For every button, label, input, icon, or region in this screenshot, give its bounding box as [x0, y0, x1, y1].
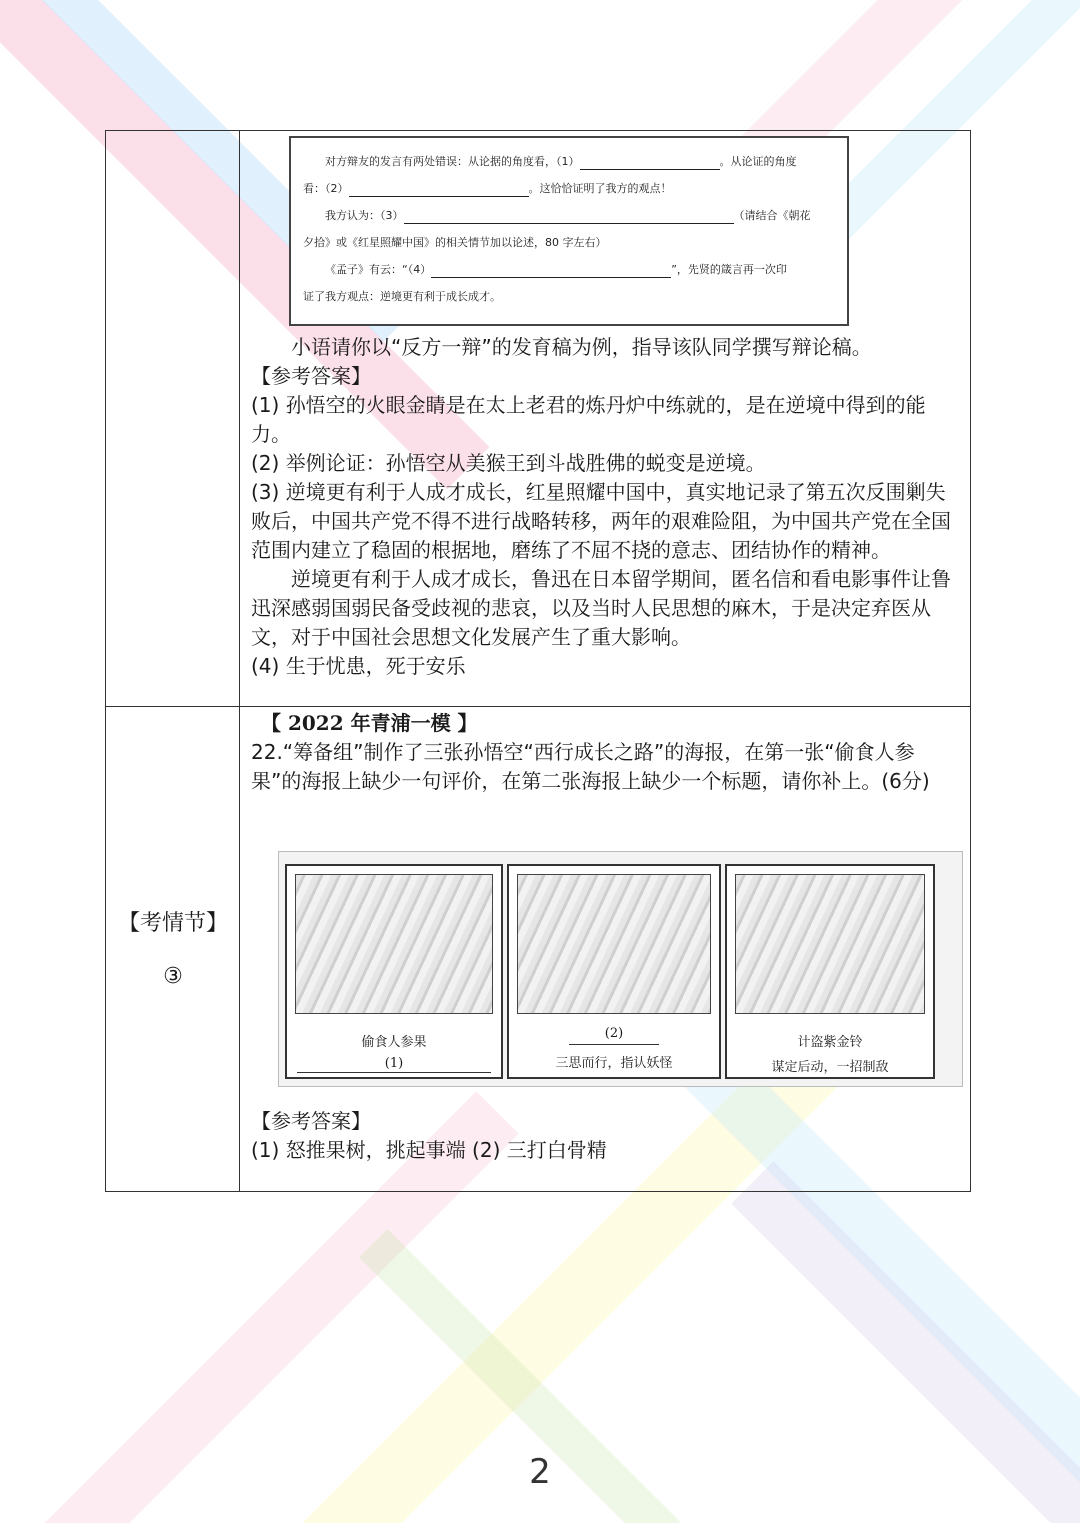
row1-content: [251, 333, 960, 681]
poster-2: [507, 864, 721, 1079]
form-line1-b: 。从论证的角度: [719, 155, 797, 168]
form-line1-a: 对方辩友的发言有两处错误：从论据的角度看，（1）: [325, 155, 580, 168]
row1-answer-1: (1) 孙悟空的火眼金睛是在太上老君的炼丹炉中练就的，是在逆境中得到的能力。: [251, 393, 926, 446]
row1-answer-2: (2) 举例论证：孙悟空从美猴王到斗战胜佛的蜕变是逆境。: [251, 451, 766, 475]
poster-1-title: 偷食人参果: [361, 1035, 427, 1050]
row1-answer-3: (3) 逆境更有利于人成才成长，红星照耀中国中，真实地记录了第五次反围剿失败后，中国共产党不得不进行战略转移，两年的艰难险阻，为中国共产党在全国范围内建立了稳固的根据地，磨练了不屈不挠的意志、团结协作的精神。: [251, 480, 951, 562]
poster-3-title: 计盗紫金铃: [797, 1035, 863, 1050]
form-line6: 证了我方观点：逆境更有利于成长成才。: [303, 290, 501, 303]
row1-answer-3b: 逆境更有利于人成才成长，鲁迅在日本留学期间，匿名信和看电影事件让鲁迅深感弱国弱民备受歧视的悲哀，以及当时人民思想的麻木，于是决定弃医从文，对于中国社会思想文化发展产生了重大影响。: [251, 567, 951, 649]
form-line5-a: 《孟子》有云：“（4）: [325, 263, 432, 276]
debate-form-image: [289, 136, 849, 326]
poster-2-title: (2): [604, 1026, 624, 1041]
poster-1-sub: (1): [384, 1056, 404, 1071]
form-line3-b: （请结合《朝花: [733, 209, 811, 222]
poster-2-sub: 三思而行，指认妖怪: [555, 1056, 673, 1071]
content-table: [105, 130, 971, 1192]
poster-1: [285, 864, 503, 1079]
form-line2-b: 。这恰恰证明了我方的观点！: [528, 182, 672, 195]
row2-answer-text: (1) 怒推果树，挑起事端 (2) 三打白骨精: [251, 1138, 607, 1162]
poster-3: [725, 864, 935, 1079]
left-column: [106, 131, 240, 1191]
form-line2-a: 看：（2）: [303, 182, 349, 195]
poster-strip-image: [278, 851, 963, 1087]
row-divider: [106, 706, 970, 707]
poster-1-illustration: [295, 874, 493, 1014]
row2-source: 【 2022 年青浦一模 】: [261, 711, 478, 735]
page-number: 2: [529, 1452, 551, 1492]
row2-left-number: ③: [163, 964, 183, 989]
row2-left-title: 【考情节】: [117, 911, 228, 936]
form-line5-b: ”，先贤的箴言再一次印: [671, 263, 787, 276]
row1-instruction: 小语请你以“反方一辩”的发育稿为例，指导该队同学撰写辩论稿。: [291, 335, 872, 359]
form-line4: 夕拾》或《红星照耀中国》的相关情节加以论述，80 字左右）: [303, 236, 607, 249]
row1-answer-heading: 【参考答案】: [251, 364, 371, 388]
row2-answer: [251, 1107, 960, 1165]
form-line3-a: 我方认为：（3）: [325, 209, 404, 222]
poster-3-illustration: [735, 874, 925, 1014]
row2-content: [251, 709, 960, 796]
row2-question: 22.“筹备组”制作了三张孙悟空“西行成长之路”的海报，在第一张“偷食人参果”的海报上缺少一句评价，在第二张海报上缺少一个标题，请你补上。(6分): [251, 740, 930, 793]
poster-2-illustration: [517, 874, 711, 1014]
row2-answer-heading: 【参考答案】: [251, 1109, 371, 1133]
row1-answer-4: (4) 生于忧患，死于安乐: [251, 654, 466, 678]
poster-3-sub: 谋定后动，一招制敌: [771, 1060, 889, 1075]
